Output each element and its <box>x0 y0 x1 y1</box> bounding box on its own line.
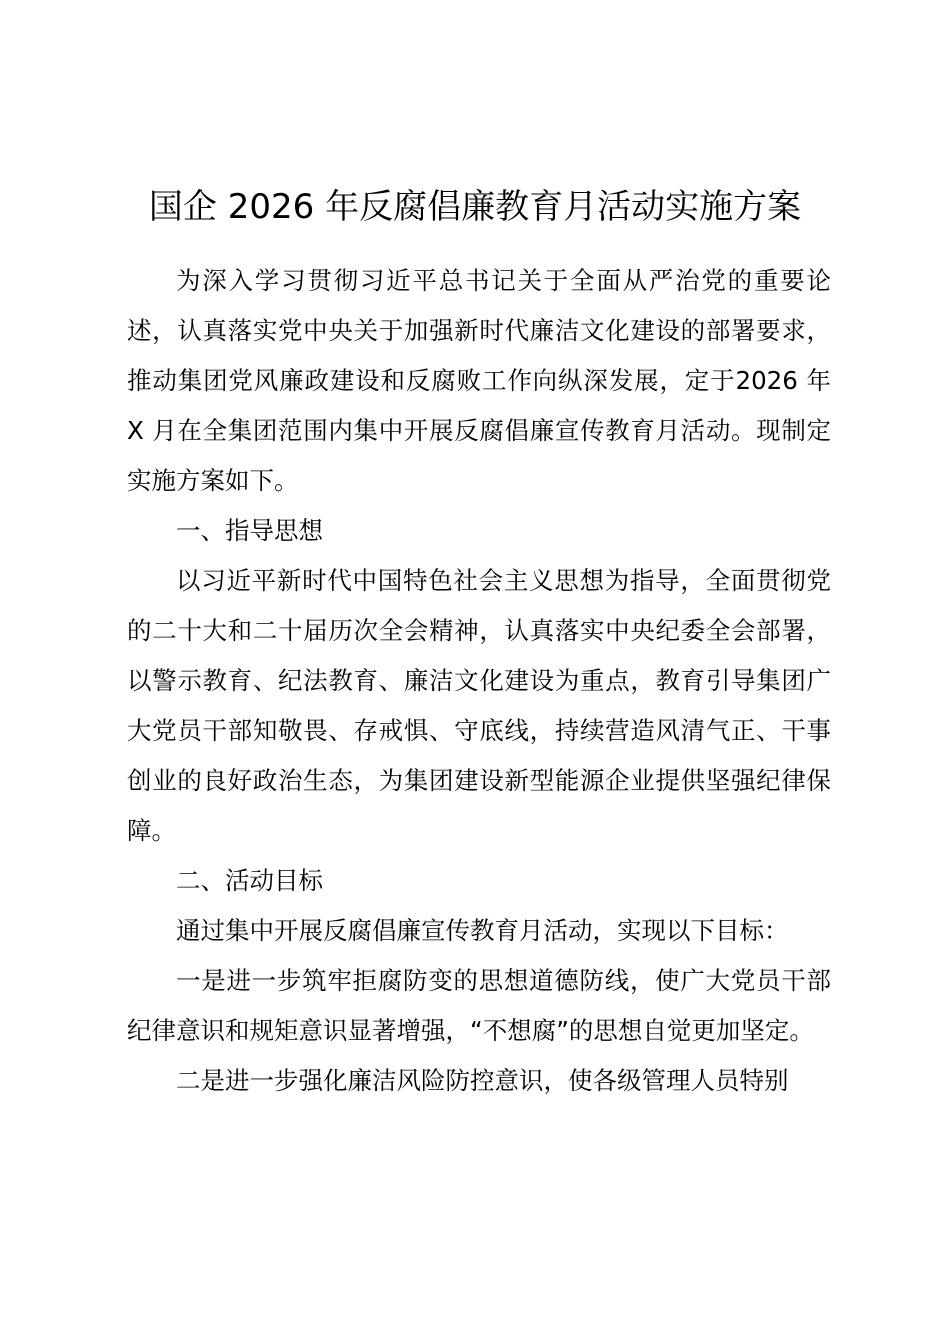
section-heading-guiding-ideology: 一、指导思想 <box>176 516 323 545</box>
goals-intro-paragraph: 通过集中开展反腐倡廉宣传教育月活动，实现以下目标： <box>176 916 789 945</box>
document-body <box>127 256 831 1106</box>
section-heading-activity-goals: 二、活动目标 <box>176 866 323 895</box>
document-title: 国企 2026 年反腐倡廉教育月活动实施方案 <box>148 187 802 227</box>
intro-paragraph: 为深入学习贯彻习近平总书记关于全面从严治党的重要论述，认真落实党中央关于加强新时代廉洁文化建设的部署要求，推动集团党风廉政建设和反腐败工作向纵深发展，定于2026 年 X 月在全集团范围内集中开展反腐倡廉宣传教育月活动。现制定实施方案如下。 <box>127 266 831 495</box>
goal-one-paragraph: 一是进一步筑牢拒腐防变的思想道德防线，使广大党员干部纪律意识和规矩意识显著增强，“不想腐”的思想自觉更加坚定。 <box>127 966 831 1045</box>
goal-two-paragraph: 二是进一步强化廉洁风险防控意识，使各级管理人员特别 <box>176 1066 789 1095</box>
guiding-ideology-paragraph: 以习近平新时代中国特色社会主义思想为指导，全面贯彻党的二十大和二十届历次全会精神，认真落实中央纪委全会部署，以警示教育、纪法教育、廉洁文化建设为重点，教育引导集团广大党员干部知敬畏、存戒惧、守底线，持续营造风清气正、干事创业的良好政治生态，为集团建设新型能源企业提供坚强纪律保障。 <box>127 566 831 845</box>
